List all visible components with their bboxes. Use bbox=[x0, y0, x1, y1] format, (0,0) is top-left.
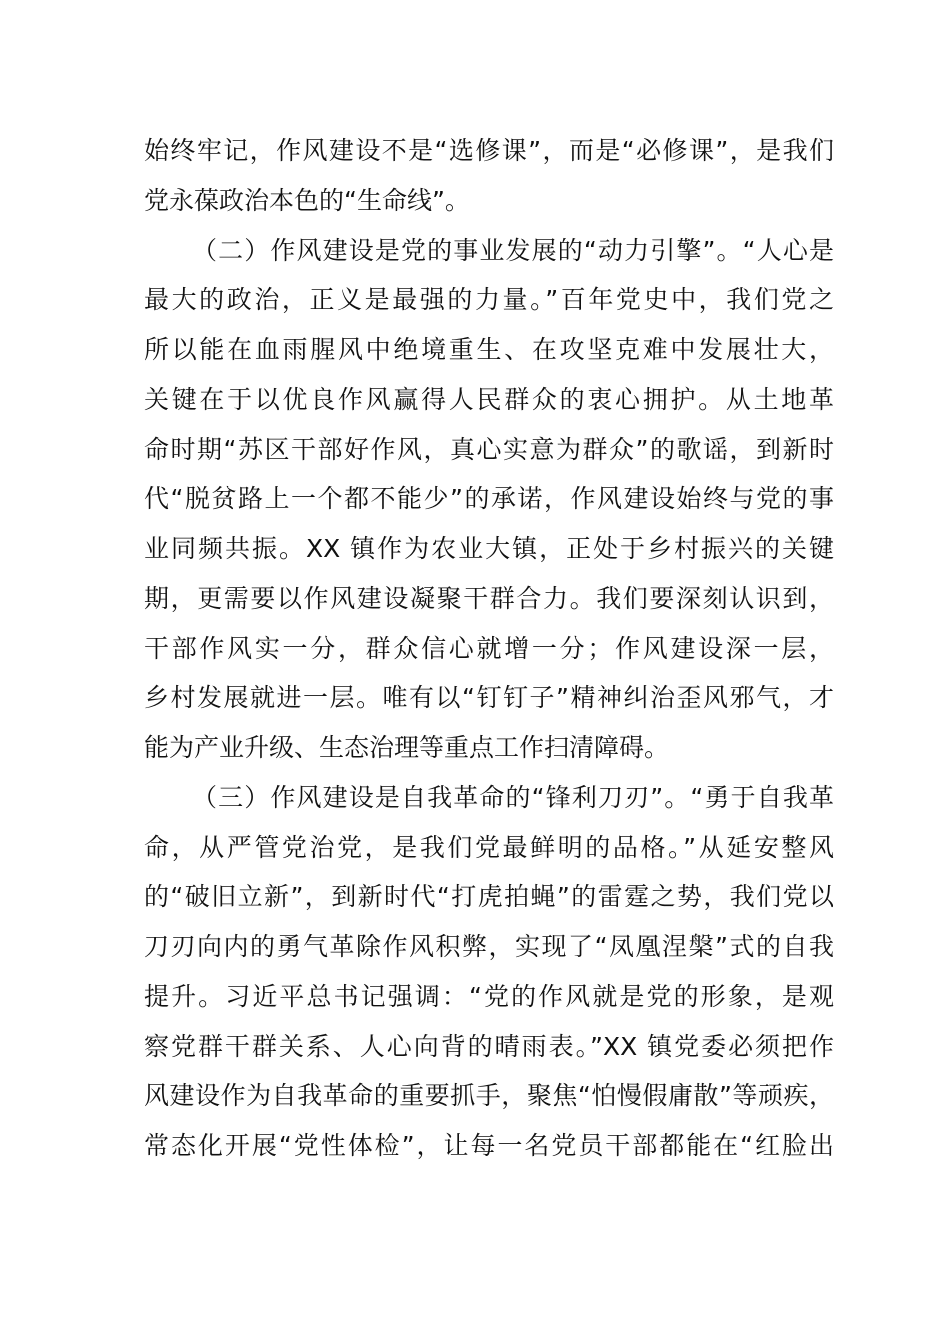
text-line: 业同频共振。XX 镇作为农业大镇，正处于乡村振兴的关键 bbox=[144, 534, 834, 563]
text-line: （二）作风建设是党的事业发展的“动力引擎”。“人心是 bbox=[192, 235, 834, 265]
text-line: 的“破旧立新”，到新时代“打虎拍蝇”的雷霆之势，我们党以 bbox=[144, 882, 834, 912]
text-line: 能为产业升级、生态治理等重点工作扫清障碍。 bbox=[144, 733, 670, 762]
text-line: 最大的政治，正义是最强的力量。”百年党史中，我们党之 bbox=[144, 285, 834, 315]
body-text bbox=[144, 126, 834, 1171]
text-line: 刀刃向内的勇气革除作风积弊，实现了“凤凰涅槃”式的自我 bbox=[144, 932, 834, 961]
text-line: 代“脱贫路上一个都不能少”的承诺，作风建设始终与党的事 bbox=[144, 484, 834, 514]
text-line: 所以能在血雨腥风中绝境重生、在攻坚克难中发展壮大， bbox=[144, 335, 834, 364]
text-line: 期，更需要以作风建设凝聚干群合力。我们要深刻认识到， bbox=[144, 583, 834, 613]
text-line: 党永葆政治本色的“生命线”。 bbox=[144, 185, 470, 215]
text-line: 察党群干群关系、人心向背的晴雨表。”XX 镇党委必须把作 bbox=[144, 1031, 834, 1061]
text-line: 命，从严管党治党，是我们党最鲜明的品格。”从延安整风 bbox=[144, 832, 834, 862]
text-line: 关键在于以优良作风赢得人民群众的衷心拥护。从土地革 bbox=[144, 384, 834, 414]
paragraph-3 bbox=[144, 773, 834, 1171]
text-line: （三）作风建设是自我革命的“锋利刀刃”。“勇于自我革 bbox=[192, 782, 834, 812]
text-line: 乡村发展就进一层。唯有以“钉钉子”精神纠治歪风邪气，才 bbox=[144, 683, 834, 713]
text-line: 命时期“苏区干部好作风，真心实意为群众”的歌谣，到新时 bbox=[144, 434, 834, 464]
paragraph-2 bbox=[144, 226, 834, 773]
text-line: 始终牢记，作风建设不是“选修课”，而是“必修课”，是我们 bbox=[144, 136, 834, 165]
text-line: 风建设作为自我革命的重要抓手，聚焦“怕慢假庸散”等顽疾， bbox=[144, 1081, 834, 1111]
text-line: 提升。习近平总书记强调：“党的作风就是党的形象，是观 bbox=[144, 981, 834, 1011]
text-line: 常态化开展“党性体检”，让每一名党员干部都能在“红脸出 bbox=[144, 1131, 834, 1160]
paragraph-1 bbox=[144, 126, 834, 226]
text-line: 干部作风实一分，群众信心就增一分；作风建设深一层， bbox=[144, 633, 834, 663]
